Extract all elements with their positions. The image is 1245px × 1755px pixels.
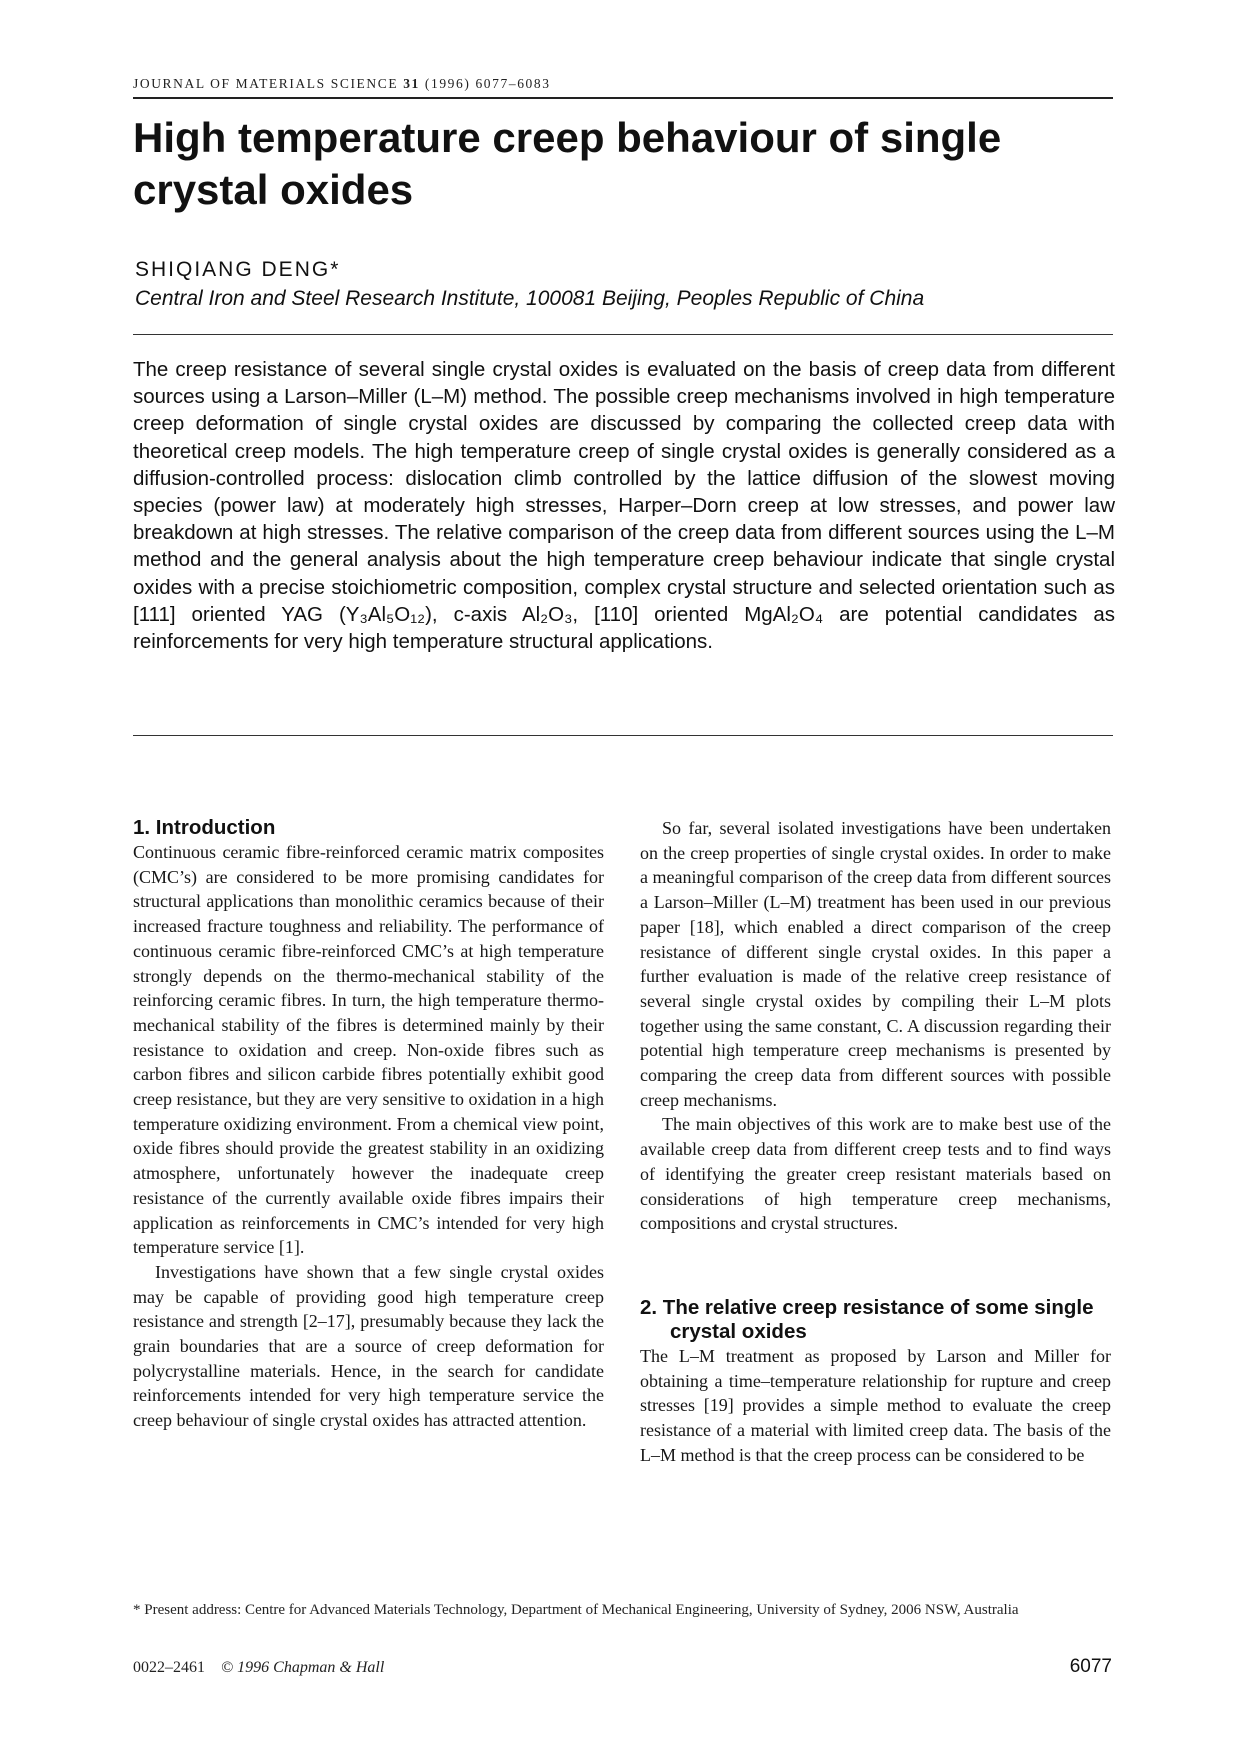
paper-title: High temperature creep behaviour of single crystal oxides: [133, 114, 1002, 213]
section-heading-creep-resistance: 2. The relative creep resistance of some single crystal oxides: [640, 1295, 1094, 1343]
issn-code: 0022–2461: [133, 1659, 205, 1676]
abstract: The creep resistance of several single crystal oxides is evaluated on the basis of creep data from different sources using a Larson–Miller (L–M) method. The possible creep mechanisms involved in high temperature creep deformation of single crystal oxides are discussed by comparing the collected creep data with theoretical creep models. The high temperature creep of single crystal oxides is generally considered as a diffusion-controlled process: dislocation climb controlled by the lattice diffusion of the slowest moving species (power law) at moderately high stresses, Harper–Dorn creep at low stresses, and power law breakdown at high stresses. The relative comparison of the creep data from different sources using the L–M method and the general analysis about the high temperature creep behaviour indicate that single crystal oxides with a precise stoichiometric composition, complex crystal structure and selected orientation such as [111] oriented YAG (Y₃Al₅O₁₂), c-axis Al₂O₃, [110] oriented MgAl₂O₄ are potential candidates as reinforcements for very high temperature structural applications.: [133, 358, 1115, 654]
journal-name: JOURNAL OF MATERIALS SCIENCE: [133, 76, 399, 91]
right-column: [640, 816, 1111, 1467]
running-head: [133, 76, 551, 92]
author-affiliation: Central Iron and Steel Research Institute, 100081 Beijing, Peoples Republic of China: [135, 287, 925, 310]
body-paragraph: Continuous ceramic fibre-reinforced ceramic matrix composites (CMC’s) are considered to be more promising candidates for structural applications than monolithic ceramics because of their increased fracture toughness and reliability. The performance of continuous ceramic fibre-reinforced CMC’s at high temperature strongly depends on the thermo-mechanical stability of the reinforcing ceramic fibres. In turn, the high temperature thermo-mechanical stability of the fibres is determined mainly by their resistance to oxidation and creep. Non-oxide fibres such as carbon fibres and silicon carbide fibres potentially exhibit good creep resistance, but they are very sensitive to oxidation in a high temperature oxidizing environment. From a chemical view point, oxide fibres should provide the greatest stability in an oxidizing atmosphere, unfortunately however the inadequate creep resistance of the currently available oxide fibres impairs their application as reinforcements in CMC’s intended for very high temperature service [1].: [133, 842, 604, 1258]
page-number: 6077: [1069, 1656, 1112, 1677]
abstract-rule: [133, 735, 1113, 736]
body-paragraph: Investigations have shown that a few single crystal oxides may be capable of providing good high temperature creep resistance and strength [2–17], presumably because they lack the grain boundaries that are a source of creep deformation for polycrystalline materials. Hence, in the search for candidate reinforcements intended for very high temperature service the creep behaviour of single crystal oxides has attracted attention.: [133, 1261, 604, 1431]
journal-year-pages: (1996) 6077–6083: [424, 76, 551, 91]
section-heading-introduction: 1. Introduction: [133, 816, 276, 839]
body-paragraph: So far, several isolated investigations have been undertaken on the creep properties of single crystal oxides. In order to make a meaningful comparison of the creep data from different sources a Larson–Miller (L–M) treatment has been used in our previous paper [18], which enabled a direct comparison of the creep resistance of different single crystal oxides. In this paper a further evaluation is made of the relative creep resistance of several single crystal oxides by compiling their L–M plots together using the same constant, C. A discussion regarding their potential high temperature creep mechanisms is presented by comparing the creep data from different sources with possible creep mechanisms.: [640, 818, 1111, 1110]
header-rule: [133, 97, 1113, 99]
affiliation-rule: [133, 334, 1113, 335]
footnote: * Present address: Centre for Advanced Materials Technology, Department of Mechanical Engineering, University of Sydney, 2006 NSW, Australia: [133, 1602, 1019, 1618]
footer-issn: [133, 1659, 384, 1677]
left-column: [133, 816, 604, 1433]
body-paragraph: The main objectives of this work are to make best use of the available creep data from different creep tests and to find ways of identifying the greater creep resistant materials based on considerations of high temperature creep mechanisms, compositions and crystal structures.: [640, 1114, 1111, 1234]
author-name: SHIQIANG DENG*: [135, 258, 341, 281]
copyright-notice: © 1996 Chapman & Hall: [221, 1659, 385, 1676]
journal-volume: 31: [403, 76, 420, 91]
body-paragraph: The L–M treatment as proposed by Larson and Miller for obtaining a time–temperature relationship for rupture and creep stresses [19] provides a simple method to evaluate the creep resistance of a material with limited creep data. The basis of the L–M method is that the creep process can be considered to be: [640, 1345, 1111, 1465]
